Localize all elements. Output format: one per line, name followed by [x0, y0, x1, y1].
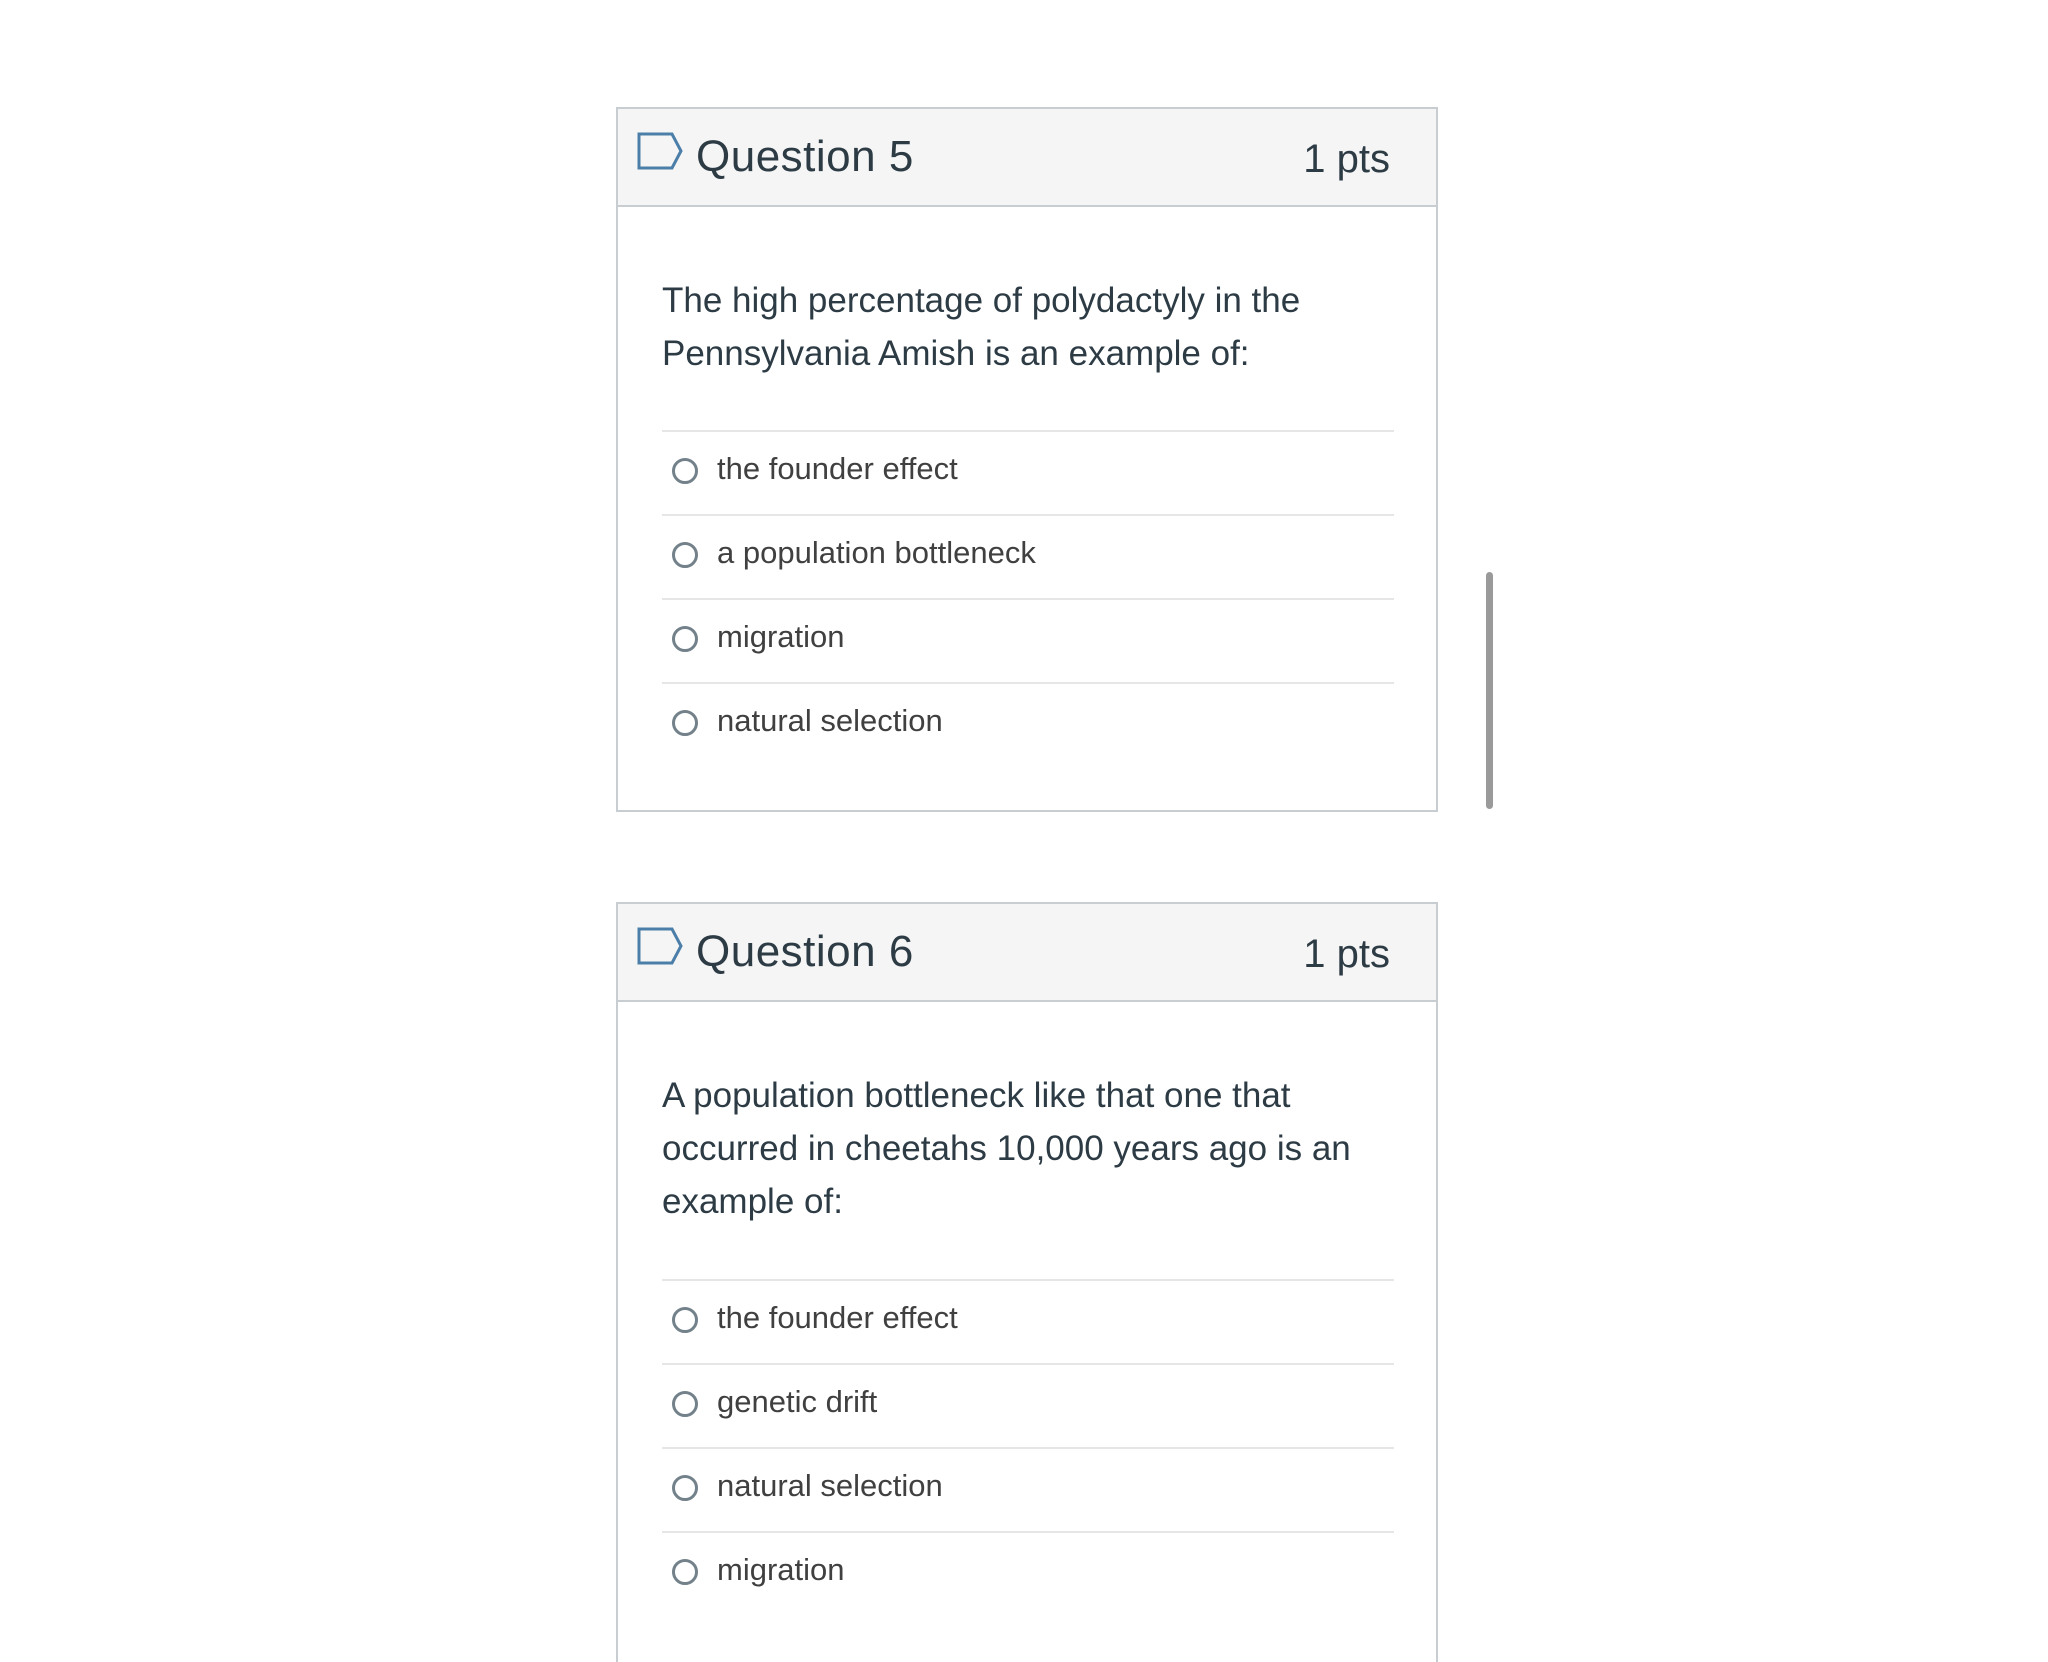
answer-option[interactable] — [662, 1447, 1394, 1531]
radio-button[interactable] — [672, 542, 698, 568]
radio-button[interactable] — [672, 1391, 698, 1417]
answer-option[interactable] — [662, 1363, 1394, 1447]
answer-label[interactable]: natural selection — [717, 703, 943, 738]
question-5-header — [618, 109, 1436, 207]
question-6-title: Question 6 — [696, 927, 914, 976]
question-6-card — [616, 902, 1438, 1662]
question-6-header — [618, 904, 1436, 1002]
question-5-text: The high percentage of polydactyly in the Pennsylvania Amish is an example of: — [662, 281, 1301, 373]
answer-label[interactable]: natural selection — [717, 1468, 943, 1503]
answer-label[interactable]: migration — [717, 619, 845, 654]
radio-button[interactable] — [672, 626, 698, 652]
question-6-text: A population bottleneck like that one that occurred in cheetahs 10,000 years ago is an example of: — [662, 1076, 1351, 1221]
radio-button[interactable] — [672, 710, 698, 736]
question-5-card — [616, 107, 1438, 812]
answer-label[interactable]: a population bottleneck — [717, 535, 1036, 570]
question-5-points: 1 pts — [1303, 137, 1390, 181]
answer-option[interactable] — [662, 1279, 1394, 1363]
answer-label[interactable]: migration — [717, 1552, 845, 1587]
answer-option[interactable] — [662, 430, 1394, 514]
answer-label[interactable]: genetic drift — [717, 1384, 878, 1419]
question-5-title: Question 5 — [696, 132, 914, 181]
answer-label[interactable]: the founder effect — [717, 451, 958, 486]
radio-button[interactable] — [672, 1307, 698, 1333]
radio-button[interactable] — [672, 458, 698, 484]
question-6-points: 1 pts — [1303, 932, 1390, 976]
scrollbar-thumb[interactable] — [1486, 572, 1493, 809]
question-5-answers — [662, 430, 1394, 766]
answer-option[interactable] — [662, 514, 1394, 598]
answer-option[interactable] — [662, 682, 1394, 766]
radio-button[interactable] — [672, 1559, 698, 1585]
flag-question-6-icon[interactable] — [636, 926, 684, 966]
answer-label[interactable]: the founder effect — [717, 1300, 958, 1335]
answer-option[interactable] — [662, 598, 1394, 682]
radio-button[interactable] — [672, 1475, 698, 1501]
answer-option[interactable] — [662, 1531, 1394, 1615]
question-6-answers — [662, 1279, 1394, 1615]
flag-question-5-icon[interactable] — [636, 131, 684, 171]
